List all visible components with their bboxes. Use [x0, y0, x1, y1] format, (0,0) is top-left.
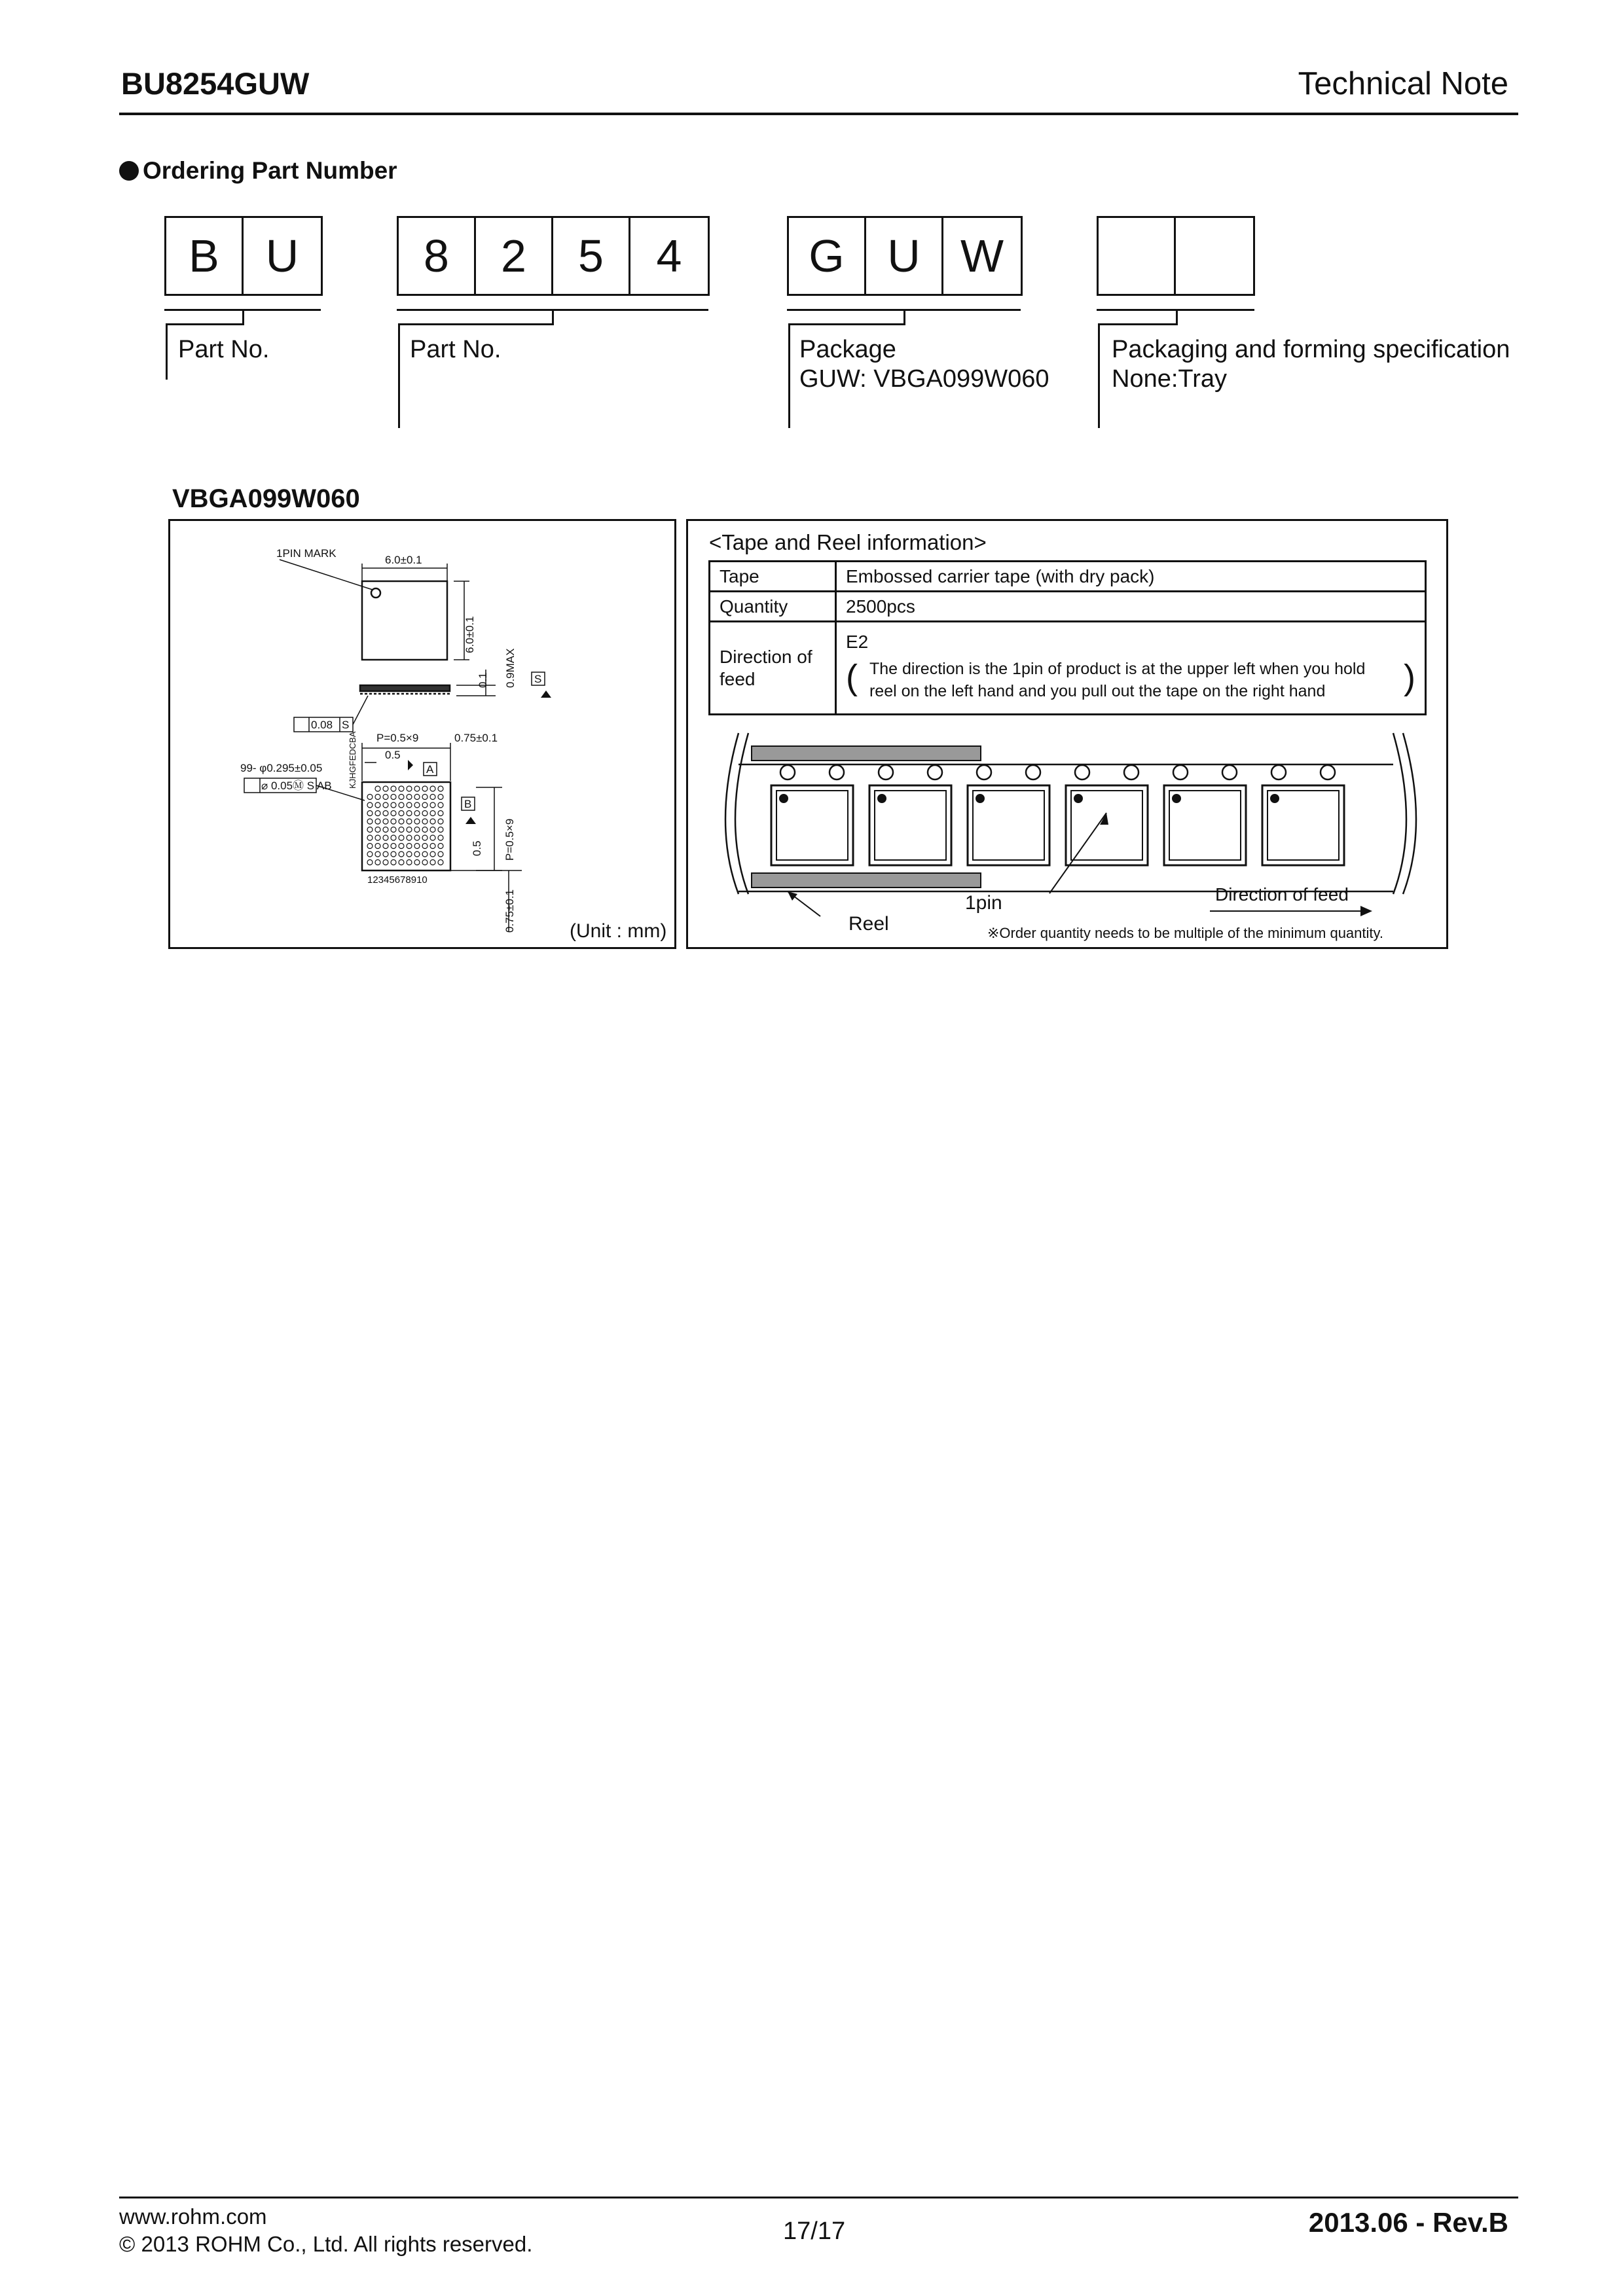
- solder-ball: [383, 827, 388, 833]
- solder-ball: [367, 860, 373, 865]
- solder-ball: [383, 819, 388, 824]
- pin1-mark-circle: [371, 588, 380, 598]
- solder-ball: [438, 827, 443, 833]
- solder-ball: [391, 811, 396, 816]
- package-name: VBGA099W060: [172, 484, 360, 513]
- document-part-number: BU8254GUW: [121, 66, 310, 101]
- sprocket-hole: [928, 765, 942, 780]
- solder-ball: [375, 786, 380, 791]
- solder-ball: [414, 811, 420, 816]
- table-value-cell: [836, 622, 1426, 715]
- solder-ball: [414, 844, 420, 849]
- standoff-dimension: 0.1: [477, 672, 489, 688]
- solder-ball: [391, 852, 396, 857]
- part-no-label: Part No.: [410, 336, 501, 363]
- solder-ball: [383, 860, 388, 865]
- solder-ball: [414, 827, 420, 833]
- package-top-view: [362, 581, 447, 660]
- sprocket-hole: [830, 765, 844, 780]
- offset-y-dimension: 0.75±0.1: [503, 889, 516, 933]
- solder-ball: [430, 852, 435, 857]
- solder-ball: [391, 827, 396, 833]
- sprocket-hole: [1124, 765, 1139, 780]
- order-quantity-note: ※Order quantity needs to be multiple of the minimum quantity.: [987, 925, 1383, 941]
- solder-ball: [422, 860, 428, 865]
- solder-ball: [414, 835, 420, 840]
- solder-ball: [430, 795, 435, 800]
- solder-ball: [414, 802, 420, 808]
- solder-ball: [367, 844, 373, 849]
- datum-b-arrow-icon: [465, 817, 476, 824]
- solder-ball: [375, 835, 380, 840]
- solder-ball: [438, 819, 443, 824]
- reel-label: Reel: [848, 913, 889, 935]
- packaging-spec-label: Packaging and forming specification None:Tray: [1112, 336, 1510, 393]
- datum-b-label: B: [464, 798, 472, 810]
- table-row: [710, 592, 1426, 622]
- solder-ball: [375, 827, 380, 833]
- ball-grid: [367, 786, 443, 865]
- part-no-label: Part No.: [178, 336, 270, 363]
- part-code-group-series: [164, 216, 323, 296]
- solder-ball: [430, 786, 435, 791]
- part-code-char: G: [789, 218, 866, 294]
- pin1-dot-icon: [1074, 794, 1083, 803]
- page-number: 17/17: [783, 2217, 846, 2245]
- solder-ball: [407, 827, 412, 833]
- part-code-char: 4: [656, 230, 682, 281]
- solder-ball: [438, 786, 443, 791]
- ball-diameter-callout: 99- φ0.295±0.05: [240, 762, 323, 774]
- solder-ball: [422, 802, 428, 808]
- sprocket-hole: [977, 765, 991, 780]
- datum-a-label: A: [426, 763, 434, 776]
- solder-ball: [399, 852, 404, 857]
- solder-ball: [438, 802, 443, 808]
- solder-ball: [391, 795, 396, 800]
- solder-ball: [383, 795, 388, 800]
- leader-line: [166, 323, 168, 380]
- part-code-char: U: [265, 230, 299, 281]
- solder-ball: [407, 860, 412, 865]
- solder-ball: [438, 795, 443, 800]
- table-key: Direction of feed: [710, 622, 836, 715]
- solder-ball: [430, 860, 435, 865]
- reel-arrow-icon: [788, 891, 797, 901]
- solder-ball: [407, 844, 412, 849]
- sprocket-hole: [1271, 765, 1286, 780]
- solder-ball: [430, 802, 435, 808]
- solder-ball: [391, 860, 396, 865]
- solder-ball: [407, 835, 412, 840]
- ordering-section-title: [119, 157, 397, 185]
- solder-ball: [407, 786, 412, 791]
- solder-ball: [422, 811, 428, 816]
- pin1-dot-icon: [877, 794, 886, 803]
- solder-ball: [391, 835, 396, 840]
- part-code-group-package: [787, 216, 1023, 296]
- ordering-title-text: Ordering Part Number: [143, 157, 397, 184]
- solder-ball: [407, 811, 412, 816]
- footer-copyright: © 2013 ROHM Co., Ltd. All rights reserved.: [119, 2232, 533, 2256]
- leader-line: [242, 309, 244, 325]
- part-code-group-packaging: [1097, 216, 1255, 296]
- direction-note: [846, 656, 1415, 704]
- solder-ball: [367, 852, 373, 857]
- sprocket-hole: [1222, 765, 1237, 780]
- part-code-group-number: [397, 216, 710, 296]
- leader-line: [398, 323, 400, 428]
- pin1-dot-icon: [1270, 794, 1279, 803]
- flatness-datum: S: [342, 719, 350, 731]
- solder-ball: [383, 852, 388, 857]
- row-labels: KJHGFEDCBA: [348, 731, 357, 789]
- solder-ball: [438, 860, 443, 865]
- tape-reel-title: <Tape and Reel information>: [709, 530, 987, 554]
- solder-ball: [399, 835, 404, 840]
- solder-ball: [383, 786, 388, 791]
- pin1-dot-icon: [779, 794, 788, 803]
- leader-line: [398, 323, 554, 325]
- solder-ball: [391, 786, 396, 791]
- solder-ball: [399, 786, 404, 791]
- feed-direction-label: Direction of feed: [1215, 884, 1349, 905]
- leader-line: [166, 323, 244, 325]
- sprocket-hole: [1173, 765, 1188, 780]
- solder-ball: [375, 852, 380, 857]
- part-code-char: W: [960, 230, 1004, 281]
- solder-ball: [414, 852, 420, 857]
- part-code-char: U: [866, 218, 943, 294]
- solder-ball: [399, 795, 404, 800]
- leader-line: [552, 309, 554, 325]
- solder-ball: [422, 819, 428, 824]
- datum-s-label: S: [534, 673, 542, 685]
- solder-ball: [430, 844, 435, 849]
- leader-line: [1098, 323, 1178, 325]
- solder-ball: [438, 835, 443, 840]
- tape-left-curl: [725, 733, 739, 894]
- solder-ball: [430, 835, 435, 840]
- solder-ball: [375, 860, 380, 865]
- part-code-char: 2: [476, 218, 553, 294]
- solder-ball: [438, 811, 443, 816]
- tape-reel-table: [708, 560, 1427, 715]
- solder-ball: [391, 819, 396, 824]
- half-pitch-x-dimension: 0.5: [385, 749, 401, 761]
- solder-ball: [407, 802, 412, 808]
- solder-ball: [422, 835, 428, 840]
- tape-right-curl: [1393, 733, 1406, 894]
- solder-ball: [367, 835, 373, 840]
- leader-line: [1098, 323, 1100, 428]
- leader-line: [788, 323, 790, 428]
- pin1-label: 1pin: [965, 892, 1002, 914]
- half-pitch-y-dimension: 0.5: [471, 840, 483, 856]
- package-side-view: [360, 685, 450, 691]
- sprocket-hole: [1026, 765, 1040, 780]
- part-code-char: 5: [553, 218, 630, 294]
- tape-pockets: [771, 785, 1344, 865]
- solder-ball: [391, 844, 396, 849]
- package-outline-drawing: [168, 519, 676, 949]
- document-type: Technical Note: [1298, 66, 1508, 101]
- solder-ball: [367, 795, 373, 800]
- leader-line: [903, 309, 905, 325]
- solder-ball: [407, 795, 412, 800]
- solder-ball: [383, 811, 388, 816]
- sprocket-hole: [879, 765, 893, 780]
- footer-website-link[interactable]: www.rohm.com: [119, 2204, 267, 2229]
- tape-reel-diagram: [686, 720, 1448, 949]
- solder-ball: [367, 827, 373, 833]
- solder-ball: [367, 819, 373, 824]
- solder-ball: [414, 819, 420, 824]
- solder-ball: [399, 844, 404, 849]
- solder-ball: [399, 819, 404, 824]
- pin1-leader: [280, 560, 373, 590]
- solder-ball: [399, 802, 404, 808]
- solder-ball: [422, 795, 428, 800]
- datum-s-arrow-icon: [541, 691, 551, 698]
- solder-ball: [399, 827, 404, 833]
- sprocket-hole: [1321, 765, 1335, 780]
- table-key: Quantity: [710, 592, 836, 622]
- solder-ball: [438, 852, 443, 857]
- solder-ball: [383, 844, 388, 849]
- solder-ball: [407, 819, 412, 824]
- solder-ball: [414, 860, 420, 865]
- feed-arrow-icon: [1360, 906, 1372, 916]
- part-code-char: [1176, 218, 1253, 294]
- pitch-y-dimension: P=0.5×9: [503, 818, 516, 861]
- leader-line: [1176, 309, 1178, 325]
- position-tolerance: ⌀ 0.05Ⓜ S AB: [261, 780, 332, 792]
- leader-line: [788, 323, 905, 325]
- reel-flange-bottom: [752, 873, 981, 888]
- solder-ball: [383, 802, 388, 808]
- solder-ball: [414, 786, 420, 791]
- part-code-char: [1099, 218, 1176, 294]
- table-row: [710, 622, 1426, 715]
- solder-ball: [422, 844, 428, 849]
- revision-date: 2013.06 - Rev.B: [1308, 2207, 1508, 2238]
- pitch-x-dimension: P=0.5×9: [376, 732, 419, 744]
- height-dimension: 6.0±0.1: [464, 616, 476, 653]
- pin1-mark-label: 1PIN MARK: [276, 547, 337, 560]
- offset-x-dimension: 0.75±0.1: [454, 732, 498, 744]
- column-labels: 12345678910: [367, 874, 428, 886]
- solder-ball: [399, 860, 404, 865]
- max-height-dimension: 0.9MAX: [504, 648, 517, 688]
- reel-flange-top: [752, 746, 981, 761]
- solder-ball: [375, 811, 380, 816]
- solder-ball: [375, 802, 380, 808]
- bullet-icon: [119, 161, 139, 181]
- width-dimension: 6.0±0.1: [385, 554, 422, 566]
- table-key: Tape: [710, 562, 836, 592]
- solder-ball: [383, 835, 388, 840]
- solder-ball: [407, 852, 412, 857]
- header-divider: [119, 113, 1518, 115]
- pin1-dot-icon: [976, 794, 985, 803]
- sprocket-holes: [780, 765, 1335, 780]
- table-value: E2: [846, 632, 869, 652]
- solder-ball: [367, 802, 373, 808]
- table-value: 2500pcs: [836, 592, 1426, 622]
- footer-divider: [119, 2197, 1518, 2198]
- solder-ball: [375, 819, 380, 824]
- solder-ball: [438, 844, 443, 849]
- solder-ball: [375, 844, 380, 849]
- solder-ball: [375, 795, 380, 800]
- solder-ball: [414, 795, 420, 800]
- direction-note-text: The direction is the 1pin of product is at the upper left when you hold reel on the left hand and you pull out the tape on the right hand: [869, 660, 1366, 700]
- solder-ball: [430, 811, 435, 816]
- solder-ball: [391, 802, 396, 808]
- paren-close: ): [1404, 658, 1415, 697]
- sprocket-hole: [1075, 765, 1089, 780]
- sprocket-hole: [780, 765, 795, 780]
- solder-ball: [367, 811, 373, 816]
- solder-ball: [430, 819, 435, 824]
- unit-label: (Unit : mm): [570, 920, 667, 942]
- part-code-char: B: [166, 218, 244, 294]
- datum-a-arrow-icon: [408, 760, 413, 770]
- solder-ball: [430, 827, 435, 833]
- solder-ball: [399, 811, 404, 816]
- part-code-char: 8: [399, 218, 476, 294]
- paren-open: (: [846, 658, 858, 697]
- solder-ball: [422, 786, 428, 791]
- table-row: [710, 562, 1426, 592]
- solder-ball: [422, 827, 428, 833]
- pin1-dot-icon: [1172, 794, 1181, 803]
- solder-ball: [422, 852, 428, 857]
- table-value: Embossed carrier tape (with dry pack): [836, 562, 1426, 592]
- package-label: Package GUW: VBGA099W060: [799, 336, 1049, 393]
- flatness-value: 0.08: [311, 719, 333, 731]
